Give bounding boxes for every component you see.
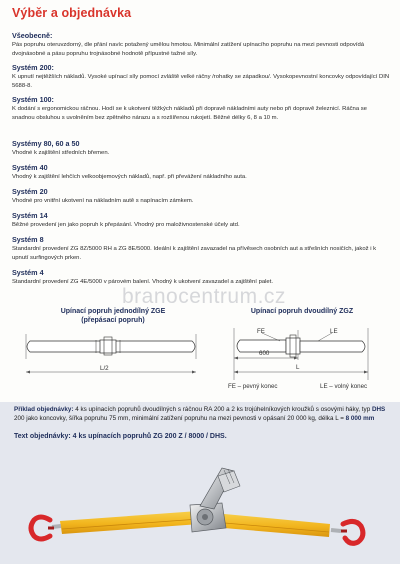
page-title: Výběr a objednávka [12, 6, 132, 20]
strap-loose-end [212, 513, 330, 537]
section-body: Běžné provedení jen jako popruh k přepásání. Vhodný pro maloživnostenské účely atd. [12, 222, 240, 228]
diagram-zgz-title: Upínací popruh dvoudílný ZGZ [250, 308, 354, 315]
section-body: Vhodný k zajištění lehčích velkoobjemových nákladů, např. při převážení nákladního auta. [12, 174, 247, 180]
zgz-label-fe: FE [257, 328, 265, 335]
example-label: Příklad objednávky: [14, 406, 74, 413]
section-heading: Systém 100: [12, 95, 54, 104]
section-body: Standardní provedení ZG 8Z/5000 RH a ZG 8E/5000. Ideální k zajištění zavazadel na přívěsech osobních aut a střešních nosičích, jakož i k upnutí surfingových prken. [12, 246, 377, 261]
diagram-zge-title-line2: (přepásací popruh) [81, 316, 145, 324]
strap-fixed-end [60, 511, 200, 534]
order-value: 4 ks upínacích popruhů ZG 200 Z / 8000 / DHS. [70, 433, 227, 440]
section-body: Standardní provedení ZG 4E/5000 v párovém balení. Vhodný k ukotvení zavazadel a zajištění palet. [12, 279, 273, 285]
watermark: branocentrum.cz [122, 285, 286, 308]
zgz-label-le: LE [330, 328, 338, 335]
section-heading: Všeobecně: [12, 31, 53, 40]
section-body: Vhodné k zajištění středních břemen. [12, 150, 110, 156]
section-heading: Systém 8 [12, 235, 44, 244]
order-label: Text objednávky: [14, 433, 71, 440]
zgz-dimension-600: 600 [259, 350, 270, 357]
diagram-zge-title-line1: Upínací popruh jednodílný ZGE [60, 308, 166, 315]
zgz-legend-le: LE – volný konec [320, 383, 368, 390]
zgz-dimension-l: L [296, 364, 300, 371]
section-body: K dodání s ergonomickou ráčnou. Hodí se k ukotvení těžkých nákladů při dopravě nákladními auty nebo při dopravě železnicí. Ráčna se snadnou obsluhou s uvolněním bez zpětného nárazu a s rozšířenou rukojetí. Běžné délky 6, 8 a 10 m. [12, 106, 367, 121]
section-heading: Systém 40 [12, 163, 48, 172]
section-body: Pás popruhu oteruvzdorný, dle přání navíc potažený umělou hmotou. Minimální zatížení upínacího popruhu na mezi pevnosti odpovídá dvojnásobné a pásu popruhu trojnásobné hodnotě přípustné tažné síly. [12, 42, 365, 57]
section-body: Vhodné pro vnitřní ukotvení na nákladním autě s napínacím zámkem. [12, 198, 194, 204]
left-hook [31, 517, 61, 539]
right-hook [331, 521, 363, 543]
section-heading: Systém 200: [12, 63, 54, 72]
zgz-legend-fe: FE – pevný konec [228, 383, 278, 390]
section-body: K upnutí nejtěžších nákladů. Vysoké upínací síly pomocí zvláště velké ráčny /rohatky se západkou/. Vysokopevnostní koncovky odpovídající DIN 5688-8. [12, 74, 390, 89]
section-heading: Systém 20 [12, 187, 48, 196]
section-heading: Systém 14 [12, 211, 48, 220]
zge-dimension-label: L/2 [100, 365, 109, 372]
section-heading: Systémy 80, 60 a 50 [12, 139, 80, 148]
section-heading: Systém 4 [12, 268, 44, 277]
example-dhs: DHS [371, 406, 386, 413]
example-text-part1: 4 ks upínacích popruhů dvoudílných s ráčnou RA 200 a 2 ks trojúhelníkových kroužků s osovými háky, typ [73, 406, 372, 413]
example-text-part2: 200 jako koncovky, šířka popruhu 75 mm, minimální zatížení popruhu na mezi pevnosti v opásaní 20 000 kg, délka L = [14, 414, 346, 422]
example-length: 8 000 mm [345, 414, 375, 422]
